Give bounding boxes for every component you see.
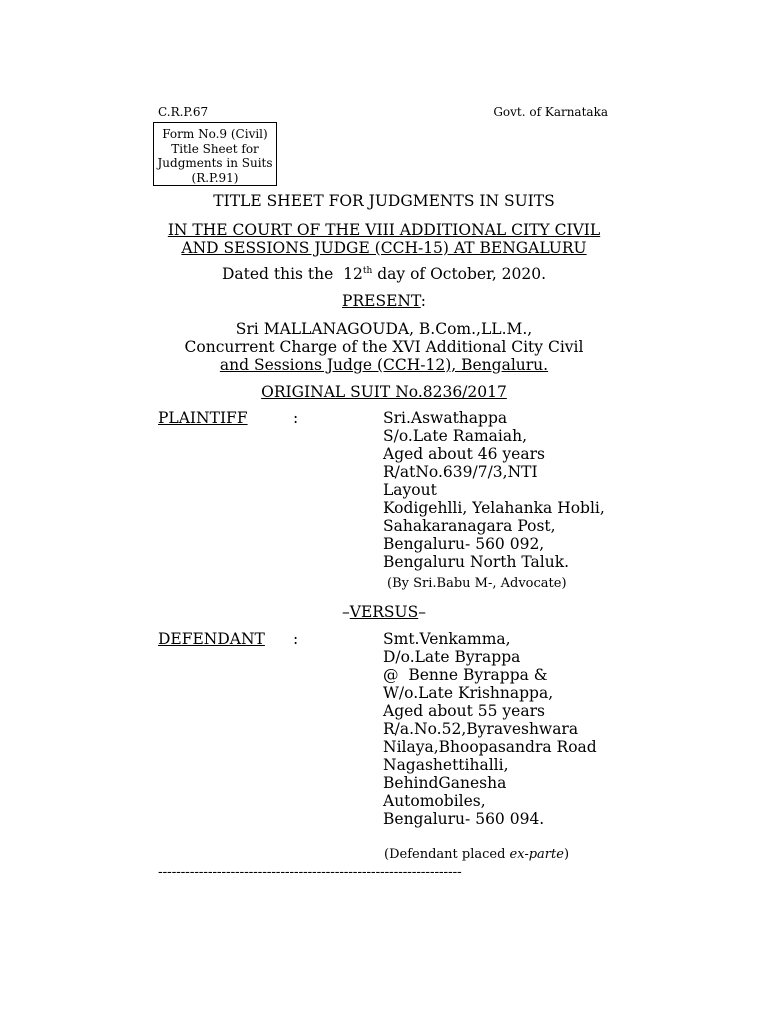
address-line: Sahakaranagara Post, [383, 517, 556, 535]
address-line: R/a.No.52,Byraveshwara [383, 720, 579, 738]
judge-line-3 [0, 356, 768, 374]
address-line: S/o.Late Ramaiah, [383, 427, 528, 445]
court-line-1-text: IN THE COURT OF THE VIII ADDITIONAL CITY CIVIL [167, 221, 601, 239]
versus-line [0, 603, 768, 621]
form-box [153, 122, 277, 186]
defendant-colon: : [293, 630, 299, 648]
court-line-2-text: AND SESSIONS JUDGE (CCH-15) AT BENGALURU [181, 239, 587, 257]
defendant-note-italic: ex-parte [509, 847, 564, 862]
form-box-line: Judgments in Suits [157, 156, 273, 170]
versus-dash-left: – [342, 603, 350, 621]
dated-prefix: Dated this the 12 [221, 265, 363, 283]
dated-sup: th [362, 265, 373, 276]
court-line-1 [0, 221, 768, 239]
court-line-2 [0, 239, 768, 257]
defendant-note-prefix: (Defendant placed [384, 847, 510, 862]
crp-number: C.R.P.67 [158, 105, 209, 119]
defendant-note-suffix: ) [563, 847, 570, 862]
address-line: Bengaluru North Taluk. [383, 553, 570, 571]
address-line: @ Benne Byrappa & [383, 666, 548, 684]
present-line [0, 292, 768, 310]
address-line: Sri.Aswathappa [383, 409, 508, 427]
address-line: Layout [383, 481, 437, 499]
judge-line-3-text: and Sessions Judge (CCH-12), Bengaluru. [219, 356, 549, 374]
address-line: R/atNo.639/7/3,NTI [383, 463, 538, 481]
document-title: TITLE SHEET FOR JUDGMENTS IN SUITS [213, 192, 555, 210]
address-line: W/o.Late Krishnappa, [383, 684, 554, 702]
address-line: Nilaya,Bhoopasandra Road [383, 738, 597, 756]
address-line: Bengaluru- 560 094. [383, 810, 545, 828]
dated-line [0, 265, 768, 283]
versus-dash-right: – [418, 603, 426, 621]
form-box-line: Form No.9 (Civil) [162, 127, 268, 141]
plaintiff-advocate: (By Sri.Babu M-, Advocate) [387, 576, 567, 591]
plaintiff-address [383, 409, 605, 571]
address-line: Aged about 55 years [383, 702, 545, 720]
address-line: Nagashettihalli, [383, 756, 509, 774]
address-line: BehindGanesha [383, 774, 507, 792]
address-line: Bengaluru- 560 092, [383, 535, 545, 553]
address-line: Smt.Venkamma, [383, 630, 511, 648]
address-line: Aged about 46 years [383, 445, 545, 463]
judge-line-2: Concurrent Charge of the XVI Additional City Civil [184, 338, 584, 356]
govt-label: Govt. of Karnataka [493, 105, 608, 119]
defendant-label: DEFENDANT [158, 630, 265, 648]
judge-line-1: Sri MALLANAGOUDA, B.Com.,LL.M., [235, 320, 533, 338]
plaintiff-colon: : [293, 409, 299, 427]
address-line: Automobiles, [383, 792, 486, 810]
dated-suffix: day of October, 2020. [372, 265, 547, 283]
suit-number: ORIGINAL SUIT No.8236/2017 [261, 383, 507, 401]
present-colon: : [420, 292, 426, 310]
form-box-line: (R.P.91) [191, 170, 239, 185]
plaintiff-label: PLAINTIFF [158, 409, 248, 427]
separator-line: ------------------------------------------------------------------- [158, 864, 462, 880]
address-line: D/o.Late Byrappa [383, 648, 521, 666]
suit-line [0, 383, 768, 401]
defendant-note [384, 847, 569, 862]
versus-label: VERSUS [349, 603, 419, 621]
present-label: PRESENT [342, 292, 421, 310]
form-box-line: Title Sheet for [171, 141, 259, 156]
address-line: Kodigehlli, Yelahanka Hobli, [383, 499, 605, 517]
defendant-address [383, 630, 597, 828]
